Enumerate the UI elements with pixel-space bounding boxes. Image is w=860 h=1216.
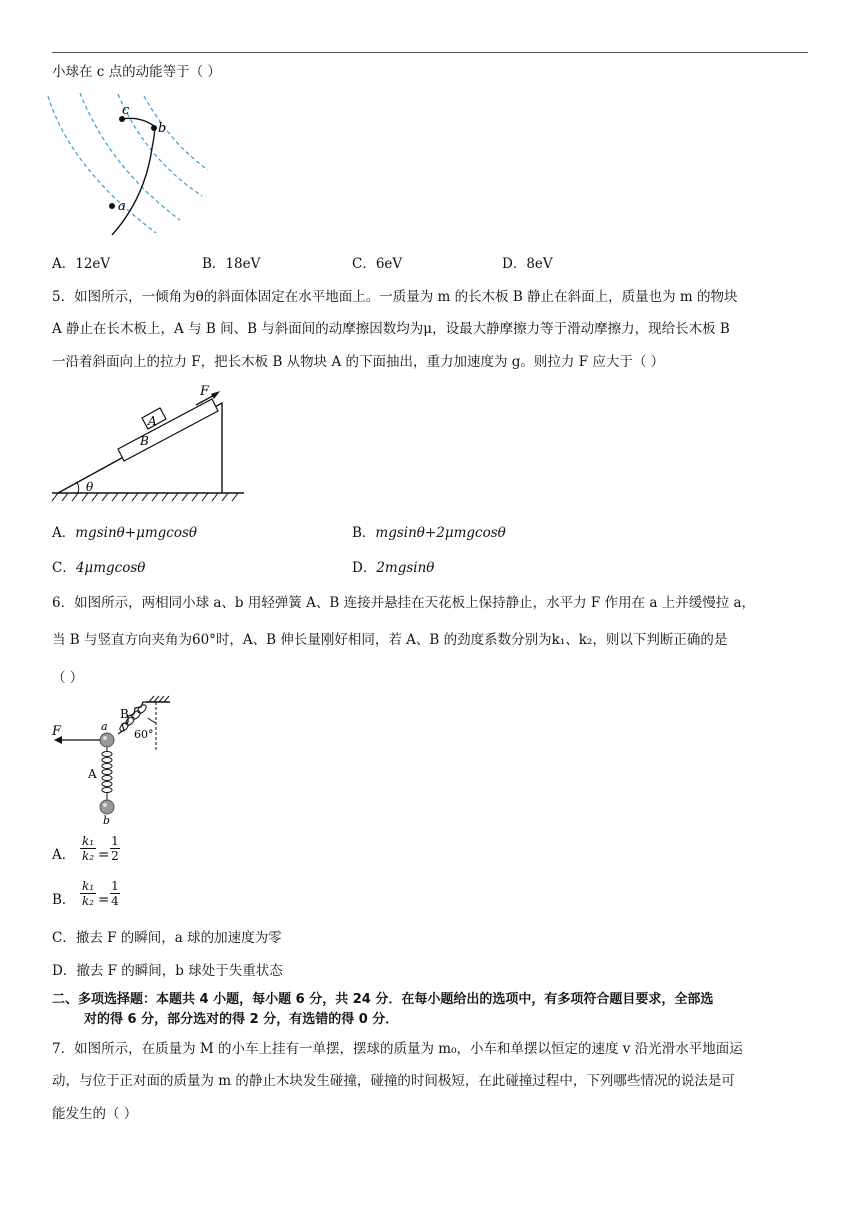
q4-figure	[40, 88, 210, 238]
q7-stem-line3: 能发生的（ ）	[52, 1106, 138, 1122]
q6-label-B: B	[120, 707, 129, 721]
q4-option-c: C．6eV	[352, 256, 403, 272]
q5-label-theta: θ	[86, 480, 94, 494]
top-rule	[52, 52, 808, 53]
section2-heading-line1: 二、多项选择题：本题共 4 小题，每小题 6 分，共 24 分．在每小题给出的选项中，有多项符合题目要求，全部选	[52, 992, 714, 1007]
q4-label-a: a	[118, 199, 126, 214]
q7-stem-line2: 动，与位于正对面的质量为 m 的静止木块发生碰撞，碰撞的时间极短，在此碰撞过程中，下列哪些情况的说法是可	[52, 1073, 735, 1089]
q6-option-c: C．撤去 F 的瞬间，a 球的加速度为零	[52, 930, 282, 946]
q5-option-b: B．mgsinθ+2μmgcosθ	[352, 525, 506, 541]
q6-option-a-equals: =	[98, 847, 110, 863]
q5-label-F: F	[200, 385, 210, 399]
q6-spring-figure	[48, 694, 188, 824]
q6-label-b: b	[103, 814, 111, 824]
q5-option-c: C．4μmgcosθ	[52, 560, 146, 576]
q6-option-a-letter: A．	[52, 847, 76, 863]
section2-heading-line2: 对的得 6 分，部分选对的得 2 分，有选错的得 0 分．	[84, 1012, 399, 1027]
q6-label-F: F	[52, 724, 62, 739]
q6-option-d: D．撤去 F 的瞬间，b 球处于失重状态	[52, 963, 283, 979]
q4-label-c: c	[122, 103, 130, 118]
q6-option-a-value: $\frac{1}{2}$	[111, 834, 119, 863]
q5-stem-line3: 一沿着斜面向上的拉力 F，把长木板 B 从物块 A 的下面抽出，重力加速度为 g。则拉力 F 应大于（ ）	[52, 354, 665, 370]
q6-label-angle: 60°	[134, 728, 154, 741]
q5-label-A: A	[148, 414, 157, 428]
q4-option-d: D．8eV	[502, 256, 553, 272]
q6-stem-line1: 6．如图所示，两相同小球 a、b 用轻弹簧 A、B 连接并悬挂在天花板上保持静止，水平力 F 作用在 a 上并缓慢拉 a，	[52, 595, 756, 611]
q6-option-b-letter: B．	[52, 892, 76, 908]
q5-incline-figure	[50, 385, 250, 510]
q4-option-a: A．12eV	[52, 256, 111, 272]
q4-label-b: b	[158, 121, 167, 136]
q6-option-b-equals: =	[98, 892, 110, 908]
q6-option-b-fraction: $\frac{\text{k₁}}{\text{k₂}}$	[81, 879, 95, 908]
q5-stem-line2: A 静止在长木板上，A 与 B 间、B 与斜面间的动摩擦因数均为μ，设最大静摩擦力等于滑动摩擦力，现给长木板 B	[52, 321, 730, 337]
q6-option-a-fraction: $\frac{\text{k₁}}{\text{k₂}}$	[81, 834, 95, 863]
q6-stem-line3: （ ）	[52, 670, 84, 686]
q5-option-a: A．mgsinθ+μmgcosθ	[52, 525, 198, 541]
q5-label-B: B	[140, 434, 149, 448]
q6-label-a: a	[101, 720, 108, 733]
q5-stem-line1: 5．如图所示，一倾角为θ的斜面体固定在水平地面上。一质量为 m 的长木板 B 静止在斜面上，质量也为 m 的物块	[52, 289, 738, 305]
q4-stem-tail: 小球在 c 点的动能等于（ ）	[52, 64, 221, 80]
q6-option-b-value: $\frac{1}{4}$	[111, 879, 119, 908]
q4-option-b: B．18eV	[202, 256, 261, 272]
q5-option-d: D．2mgsinθ	[352, 560, 435, 576]
q6-label-A: A	[88, 767, 97, 781]
q7-stem-line1: 7．如图所示，在质量为 M 的小车上挂有一单摆，摆球的质量为 m₀，小车和单摆以恒定的速度 v 沿光滑水平地面运	[52, 1041, 743, 1057]
q6-stem-line2: 当 B 与竖直方向夹角为60°时，A、B 伸长量刚好相同，若 A、B 的劲度系数分别为k₁、k₂，则以下判断正确的是	[52, 632, 728, 648]
